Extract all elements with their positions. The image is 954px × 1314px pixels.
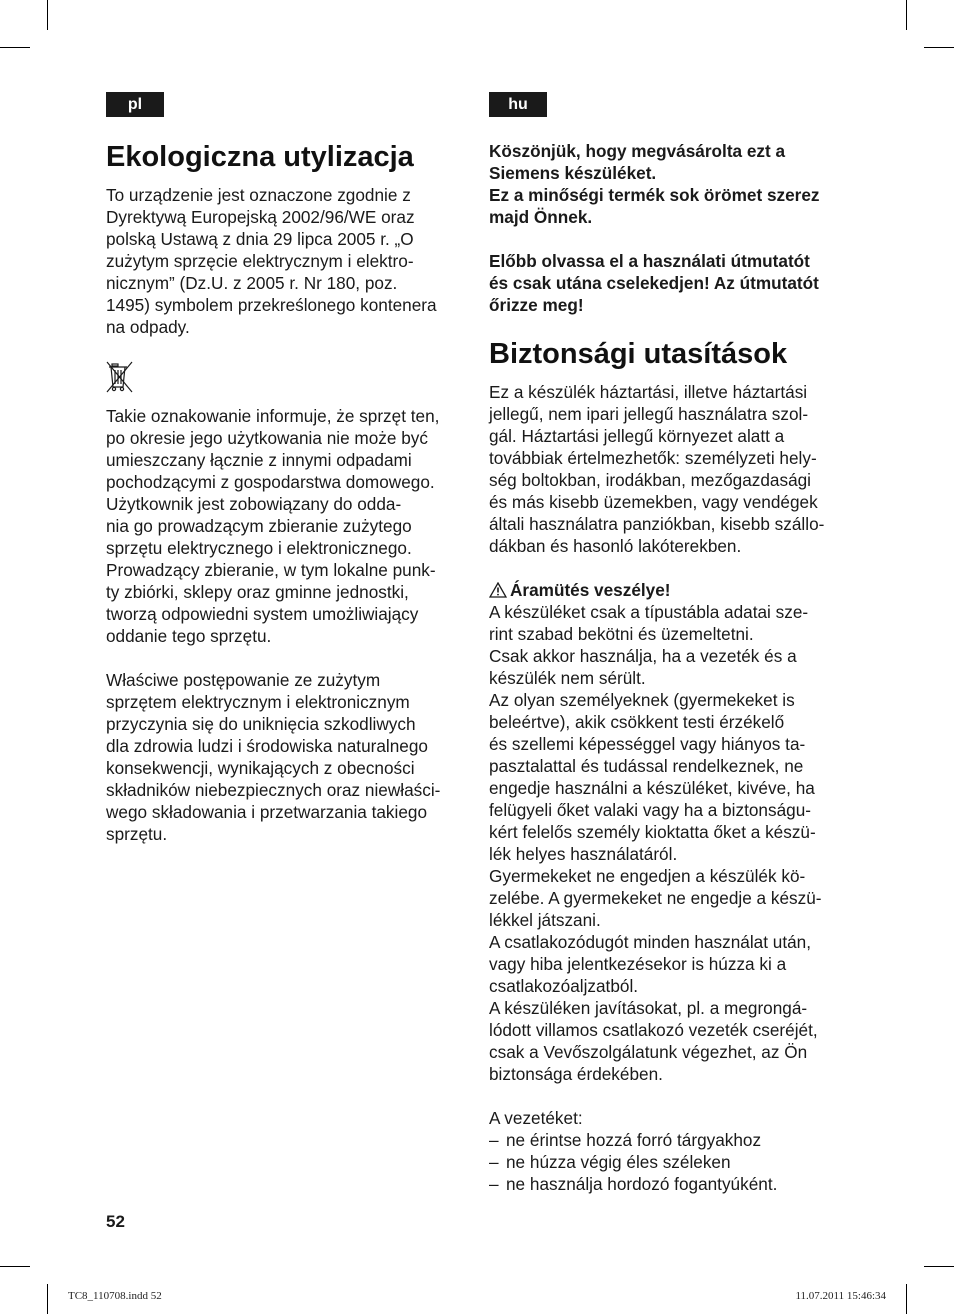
text-line: ség boltokban, irodákban, mezőgazdasági (489, 470, 812, 490)
text-line: na odpady. (106, 317, 190, 337)
section-title-safety: Biztonsági utasítások (489, 338, 788, 370)
list-item-text: ne használja hordozó fogantyúként. (506, 1174, 778, 1194)
text-line: őrizze meg! (489, 295, 584, 315)
text-line: ty zbiórki, sklepy oraz gminne jednostki, (106, 582, 409, 602)
cable-list (489, 1129, 851, 1195)
text-line: majd Önnek. (489, 207, 593, 227)
crop-mark (906, 0, 907, 30)
text-line: általi használatra panziókban, kisebb szállo- (489, 514, 825, 534)
right-column (489, 140, 851, 1195)
text-line: Prowadzący zbieranie, w tym lokalne punk- (106, 560, 436, 580)
text-line: Takie oznakowanie informuje, że sprzęt ten, (106, 406, 440, 426)
text-line: Köszönjük, hogy megvásárolta ezt a (489, 141, 786, 161)
warning-text (489, 601, 851, 1085)
text-line: umieszczany łącznie z innymi odpadami (106, 450, 412, 470)
text-line: składników niebezpiecznych oraz niewłaści- (106, 780, 441, 800)
crop-mark (924, 47, 954, 48)
text-line: A csatlakozódugót minden használat után, (489, 932, 812, 952)
text-line: Właściwe postępowanie ze zużytym (106, 670, 381, 690)
text-line: sprzętu. (106, 824, 168, 844)
text-line: Gyermekeket ne engedjen a készülék kö- (489, 866, 806, 886)
crop-mark (47, 1284, 48, 1314)
list-item (489, 1173, 851, 1195)
text-line: pochodzącymi z gospodarstwa domowego. (106, 472, 435, 492)
text-line: lék helyes használatáról. (489, 844, 678, 864)
cable-intro: A vezetéket: (489, 1108, 583, 1128)
disposal-benefits (106, 669, 468, 845)
crossed-out-bin-icon (106, 360, 134, 394)
text-line: nia go prowadzącym zbieranie zużytego (106, 516, 412, 536)
text-line: przyczynia się do uniknięcia szkodliwych (106, 714, 416, 734)
text-line: Ez a minőségi termék sok örömet szerez (489, 185, 820, 205)
text-line: és szellemi képességgel vagy hiányos ta- (489, 734, 806, 754)
warning-triangle-icon (489, 582, 507, 598)
text-line: rint szabad bekötni és üzemeltetni. (489, 624, 754, 644)
text-line: lékkel játszani. (489, 910, 601, 930)
text-line: biztonsága érdekében. (489, 1064, 663, 1084)
text-line: A készüléket csak a típustábla adatai sze- (489, 602, 809, 622)
text-line: Ez a készülék háztartási, illetve háztartási (489, 382, 808, 402)
text-line: felügyeli őket valaki vagy ha a biztonságu- (489, 800, 811, 820)
list-item-text: ne húzza végig éles széleken (506, 1152, 731, 1172)
text-line: Csak akkor használja, ha a vezeték és a (489, 646, 797, 666)
crop-mark (0, 47, 30, 48)
crop-mark (906, 1284, 907, 1314)
text-line: sprzętem elektrycznym i elektronicznym (106, 692, 410, 712)
footer-datetime: 11.07.2011 15:46:34 (795, 1290, 886, 1302)
text-line: vagy hiba jelentkezésekor is húzza ki a (489, 954, 787, 974)
page-number: 52 (106, 1212, 125, 1231)
text-line: Użytkownik jest zobowiązany do odda- (106, 494, 402, 514)
text-line: Dyrektywą Europejską 2002/96/WE oraz (106, 207, 415, 227)
text-line: 1495) symbolem przekreślonego kontenera (106, 295, 437, 315)
list-item (489, 1129, 851, 1151)
thank-you-text (489, 140, 851, 228)
text-line: wego składowania i przetwarzania takiego (106, 802, 428, 822)
text-line: Az olyan személyeknek (gyermekeket is (489, 690, 795, 710)
dash-bullet: – (489, 1174, 499, 1194)
text-line: A készüléken javításokat, pl. a megrongá- (489, 998, 808, 1018)
disposal-info (106, 405, 468, 647)
text-line: továbbiak értelmezhetők: személyzeti hely- (489, 448, 817, 468)
text-line: pasztalattal és tudással rendelkeznek, ne (489, 756, 804, 776)
dash-bullet: – (489, 1152, 499, 1172)
crop-mark (924, 1266, 954, 1267)
list-item-text: ne érintse hozzá forró tárgyakhoz (506, 1130, 762, 1150)
text-line: zelébe. A gyermekeket ne engedje a készü- (489, 888, 822, 908)
section-title-disposal: Ekologiczna utylizacja (106, 141, 414, 173)
disposal-intro (106, 184, 468, 338)
text-line: gál. Háztartási jellegű környezet alatt a (489, 426, 785, 446)
warning-heading (489, 579, 851, 601)
footer-filename: TC8_110708.indd 52 (68, 1290, 162, 1302)
language-tag-hu: hu (489, 92, 547, 117)
text-line: nicznym” (Dz.U. z 2005 r. Nr 180, poz. (106, 273, 398, 293)
text-line: sprzętu elektrycznego i elektronicznego. (106, 538, 412, 558)
text-line: Siemens készüléket. (489, 163, 657, 183)
read-instructions-text (489, 250, 851, 316)
dash-bullet: – (489, 1130, 499, 1150)
crop-mark (0, 1266, 30, 1267)
text-line: beleértve), akik csökkent testi érzékelő (489, 712, 785, 732)
text-line: konsekwencji, wynikających z obecności (106, 758, 415, 778)
text-line: dákban és hasonló lakóterekben. (489, 536, 742, 556)
usage-text (489, 381, 851, 557)
text-line: csak a Vevőszolgálatunk végezhet, az Ön (489, 1042, 808, 1062)
text-line: készülék nem sérült. (489, 668, 646, 688)
text-line: jellegű, nem ipari jellegű használatra szol- (489, 404, 809, 424)
text-line: dla zdrowia ludzi i środowiska naturalnego (106, 736, 428, 756)
left-column (106, 140, 468, 845)
warning-title: Áramütés veszélye! (510, 580, 671, 600)
language-tag-pl: pl (106, 92, 164, 117)
text-line: tworzą odpowiedni system umożliwiający (106, 604, 419, 624)
text-line: kért felelős személy kioktatta őket a készü- (489, 822, 816, 842)
text-line: po okresie jego użytkowania nie może być (106, 428, 428, 448)
text-line: To urządzenie jest oznaczone zgodnie z (106, 185, 411, 205)
text-line: oddanie tego sprzętu. (106, 626, 272, 646)
text-line: Előbb olvassa el a használati útmutatót (489, 251, 810, 271)
text-line: és más kisebb üzemekben, vagy vendégek (489, 492, 818, 512)
text-line: engedje használni a készüléket, kivéve, ha (489, 778, 815, 798)
text-line: lódott villamos csatlakozó vezeték cseréjét, (489, 1020, 818, 1040)
text-line: zużytym sprzęcie elektrycznym i elektro- (106, 251, 414, 271)
text-line: polską Ustawą z dnia 29 lipca 2005 r. „O (106, 229, 414, 249)
text-line: csatlakozóaljzatból. (489, 976, 639, 996)
text-line: és csak utána cselekedjen! Az útmutatót (489, 273, 819, 293)
list-item (489, 1151, 851, 1173)
crop-mark (47, 0, 48, 30)
